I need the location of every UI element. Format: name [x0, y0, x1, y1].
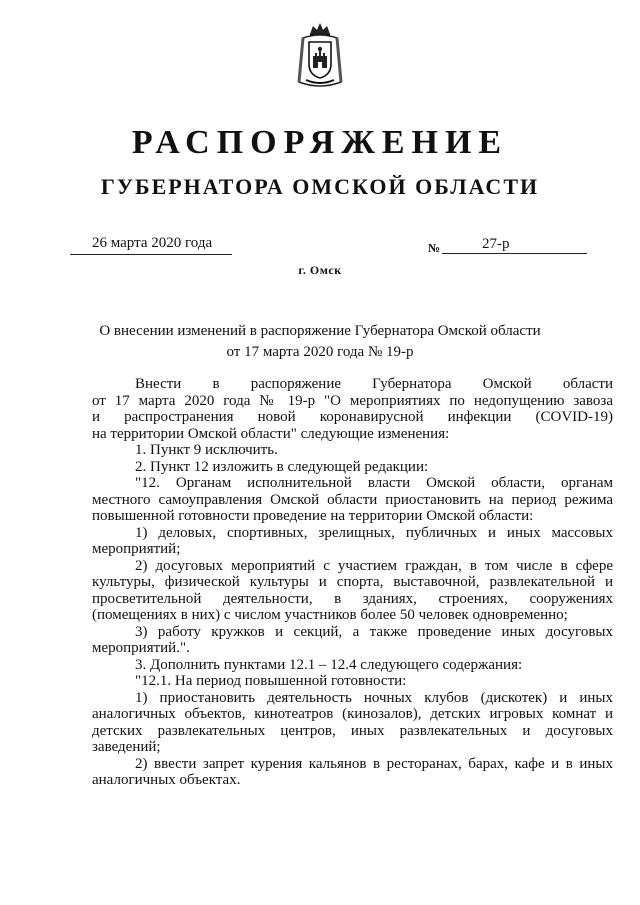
body-line: и распространения новой коронавирусной инфекции (COVID-19)	[92, 409, 613, 425]
body-line: просветительной деятельности, в зданиях, строениях, сооружениях	[92, 590, 613, 607]
body-line: заведений;	[92, 739, 161, 755]
coat-of-arms-icon	[294, 20, 346, 90]
body-line: 1. Пункт 9 исключить.	[135, 442, 278, 458]
body-line: 1) приостановить деятельность ночных клубов (дискотек) и иных	[135, 689, 613, 706]
body-line: культуры, физической культуры и спорта, выставочной, развлекательной и	[92, 574, 613, 590]
body-line: (помещениях в них) с числом участников более 50 человек одновременно;	[92, 607, 568, 623]
date-underline	[70, 254, 232, 255]
body-line: 1) деловых, спортивных, зрелищных, публичных и иных массовых	[135, 524, 613, 541]
document-subtitle: ГУБЕРНАТОРА ОМСКОЙ ОБЛАСТИ	[100, 174, 540, 199]
document-body	[92, 376, 613, 789]
number-label: №	[428, 241, 441, 255]
body-line: мероприятий;	[92, 541, 181, 557]
body-line: местного самоуправления Омской области приостановить на период режима	[92, 491, 613, 508]
subject-line-2: от 17 марта 2020 года № 19-р	[226, 344, 414, 360]
document-city: г. Омск	[298, 263, 342, 277]
body-line: 3. Дополнить пунктами 12.1 – 12.4 следующего содержания:	[135, 656, 523, 673]
body-line: "12. Органам исполнительной власти Омской области, органам	[135, 475, 613, 491]
body-line: 3) работу кружков и секций, а также проведение иных досуговых	[135, 623, 613, 640]
body-line: на территории Омской области" следующие изменения:	[92, 425, 450, 442]
body-line: мероприятий.".	[92, 640, 190, 656]
body-line: аналогичных объектах.	[92, 772, 241, 788]
body-line: 2) ввести запрет курения кальянов в ресторанах, барах, кафе и в иных	[135, 755, 613, 772]
body-line: "12.1. На период повышенной готовности:	[135, 673, 407, 689]
document-subject	[0, 321, 640, 363]
body-line: детских развлекательных центров, иных развлекательных и досуговых	[92, 722, 613, 739]
subject-line-1: О внесении изменений в распоряжение Губернатора Омской области	[99, 323, 541, 339]
body-line: 2) досуговых мероприятий с участием граждан, в том числе в сфере	[135, 557, 613, 574]
body-line: повышенной готовности проведение на территории Омской области:	[92, 508, 534, 524]
body-line: Внести в распоряжение Губернатора Омской области	[135, 376, 613, 392]
document-date: 26 марта 2020 года	[92, 235, 213, 251]
number-underline	[442, 253, 587, 254]
document-number: 27-р	[482, 236, 510, 252]
body-line: 2. Пункт 12 изложить в следующей редакции:	[135, 458, 429, 475]
document-title: РАСПОРЯЖЕНИЕ	[131, 124, 509, 161]
body-line: аналогичных объектов, кинотеатров (кинозалов), детских игровых комнат и	[92, 706, 613, 722]
body-line: от 17 марта 2020 года № 19-р "О мероприятиях по недопущению завоза	[92, 392, 613, 409]
